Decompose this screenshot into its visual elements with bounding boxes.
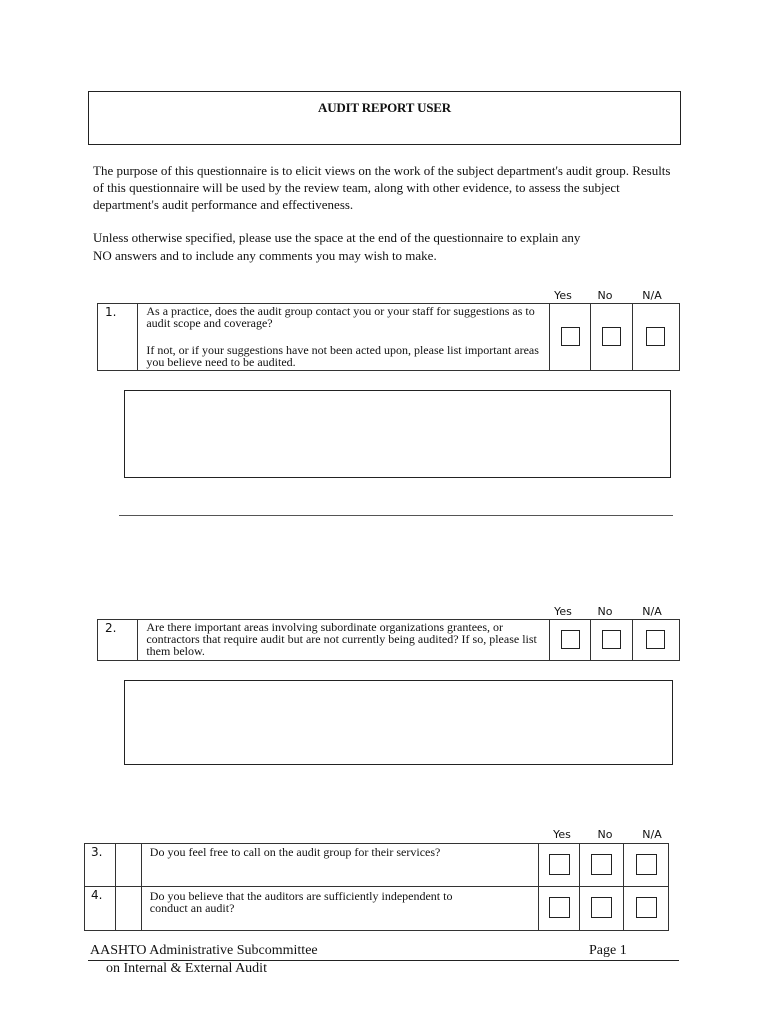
intro-paragraph: The purpose of this questionnaire is to elicit views on the work of the subject department's audit group. Results of this questionnaire will be used by the review team, along with other evidence, to assess the subject department's audit performance and effectiveness. <box>93 163 671 212</box>
question-3-row <box>85 844 669 887</box>
question-3-text: Do you feel free to call on the audit group for their services? <box>141 844 539 887</box>
question-1-text-cell <box>138 304 550 371</box>
q3-no-checkbox[interactable] <box>591 854 612 875</box>
question-number: 1. <box>98 304 138 371</box>
q3-na-checkbox[interactable] <box>636 854 657 875</box>
question-1-followup: If not, or if your suggestions have not been acted upon, please list important areas you believe need to be audited. <box>146 343 539 369</box>
yes-header: Yes <box>554 605 572 618</box>
q3-yes-checkbox[interactable] <box>549 854 570 875</box>
instructions-line-1: Unless otherwise specified, please use the space at the end of the questionnaire to explain any <box>93 230 581 245</box>
question-1-row <box>97 303 680 371</box>
question-number: 4. <box>85 887 116 931</box>
q2-yes-checkbox[interactable] <box>561 630 580 649</box>
yes-header: Yes <box>554 289 572 302</box>
blank-cell <box>115 887 141 931</box>
no-cell <box>580 844 624 887</box>
q2-na-checkbox[interactable] <box>646 630 665 649</box>
question-number: 3. <box>85 844 116 887</box>
q4-yes-checkbox[interactable] <box>549 897 570 918</box>
q1-no-checkbox[interactable] <box>602 327 621 346</box>
question-2-row <box>97 619 680 661</box>
yes-cell <box>550 620 591 661</box>
questions-3-4-table <box>84 843 669 931</box>
footer-org-line-1: AASHTO Administrative Subcommittee <box>90 943 318 958</box>
na-cell <box>632 304 679 371</box>
q2-no-checkbox[interactable] <box>602 630 621 649</box>
no-cell <box>580 887 624 931</box>
q4-na-checkbox[interactable] <box>636 897 657 918</box>
na-header: N/A <box>642 289 662 302</box>
yes-cell <box>550 304 591 371</box>
yes-cell <box>539 887 580 931</box>
no-header: No <box>597 828 613 841</box>
question-number: 2. <box>98 620 138 661</box>
footer-org-line-2: on Internal & External Audit <box>106 961 267 976</box>
yes-header: Yes <box>553 828 571 841</box>
q4-no-checkbox[interactable] <box>591 897 612 918</box>
separator-line <box>119 515 673 516</box>
na-header: N/A <box>642 828 662 841</box>
q1-na-checkbox[interactable] <box>646 327 665 346</box>
question-4-text: Do you believe that the auditors are sufficiently independent to conduct an audit? <box>141 887 539 931</box>
na-cell <box>632 620 679 661</box>
question-4-row <box>85 887 669 931</box>
q1-yes-checkbox[interactable] <box>561 327 580 346</box>
footer-page-number: Page 1 <box>589 943 627 958</box>
document-title: AUDIT REPORT USER <box>318 100 451 115</box>
no-cell <box>591 620 632 661</box>
no-header: No <box>597 605 613 618</box>
question-1-text: As a practice, does the audit group contact you or your staff for suggestions as to audit scope and coverage? <box>146 304 535 330</box>
question-2-answer-box[interactable] <box>124 680 673 765</box>
title-box <box>88 91 681 145</box>
blank-cell <box>115 844 141 887</box>
na-cell <box>624 844 669 887</box>
instructions-line-2: NO answers and to include any comments you may wish to make. <box>93 248 437 263</box>
no-header: No <box>597 289 613 302</box>
yes-cell <box>539 844 580 887</box>
na-cell <box>624 887 669 931</box>
question-2-text: Are there important areas involving subordinate organizations grantees, or contractors that require audit but are not currently being audited? If so, please list them below. <box>138 620 550 661</box>
question-1-answer-box[interactable] <box>124 390 671 478</box>
na-header: N/A <box>642 605 662 618</box>
no-cell <box>591 304 632 371</box>
